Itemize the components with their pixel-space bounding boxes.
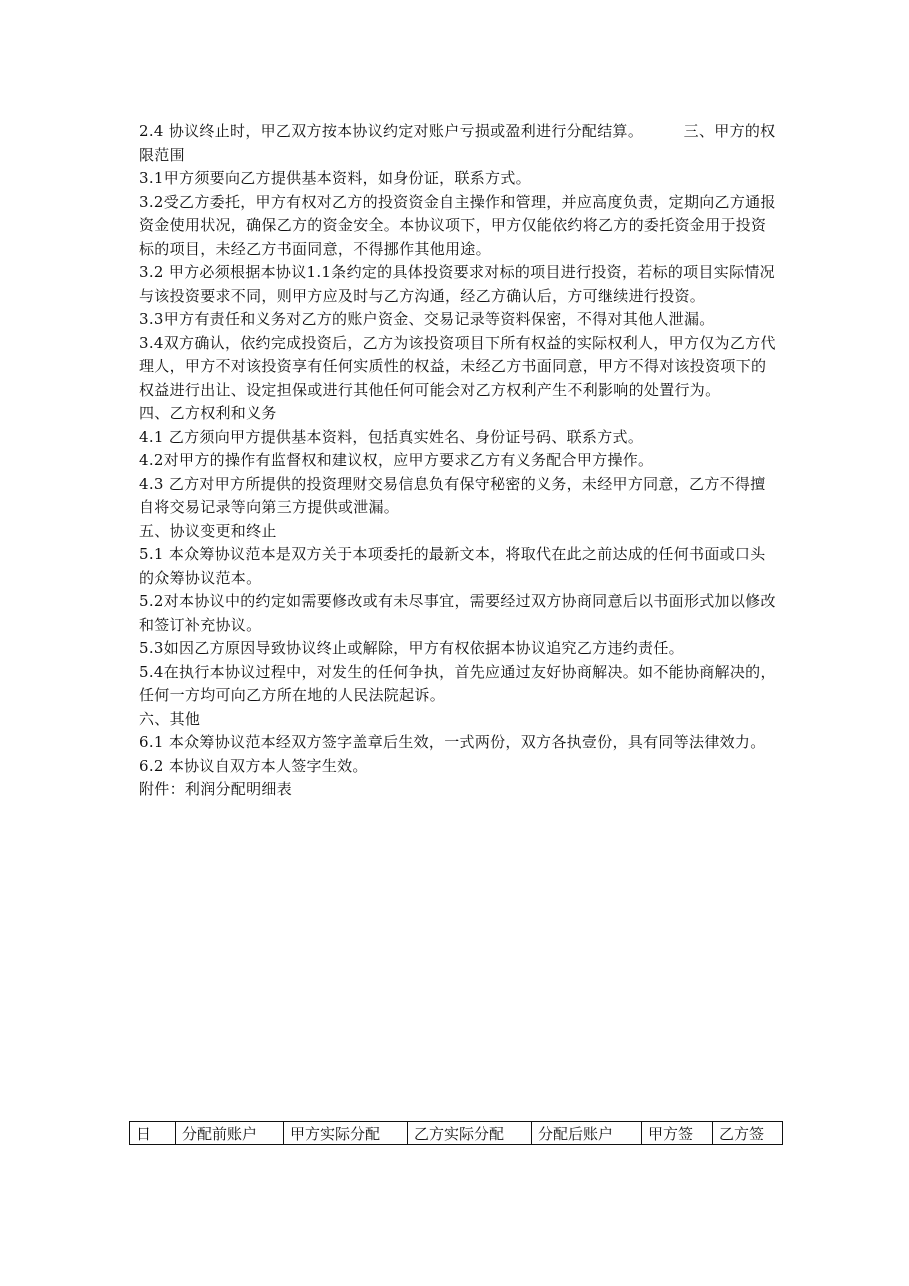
table-header-cell: 日 bbox=[130, 1122, 176, 1145]
agreement-body bbox=[139, 120, 779, 802]
clause-5-2: 5.2对本协议中的约定如需要修改或有未尽事宜，需要经过双方协商同意后以书面形式加以修改和签订补充协议。 bbox=[139, 592, 776, 634]
table-header-cell: 分配前账户 bbox=[176, 1122, 284, 1145]
table-header-row bbox=[130, 1122, 783, 1145]
clause-3-1: 3.1甲方须要向乙方提供基本资料，如身份证，联系方式。 bbox=[139, 169, 531, 187]
clause-5-3: 5.3如因乙方原因导致协议终止或解除，甲方有权依据本协议追究乙方违约责任。 bbox=[139, 639, 684, 657]
clause-4-3: 4.3 乙方对甲方所提供的投资理财交易信息负有保守秘密的义务，未经甲方同意，乙方不得擅自将交易记录等向第三方提供或泄漏。 bbox=[139, 474, 766, 516]
clause-5-4: 5.4在执行本协议过程中，对发生的任何争执，首先应通过友好协商解决。如不能协商解决的，任何一方均可向乙方所在地的人民法院起诉。 bbox=[139, 662, 776, 704]
clause-3-4: 3.4双方确认，依约完成投资后，乙方为该投资项目下所有权益的实际权利人，甲方仅为乙方代理人，甲方不对该投资享有任何实质性的权益，未经乙方书面同意，甲方不得对该投资项下的权益进行出让、设定担保或进行其他任何可能会对乙方权利产生不利影响的处置行为。 bbox=[139, 333, 776, 399]
section-heading-4: 四、乙方权利和义务 bbox=[139, 404, 277, 422]
clause-4-1: 4.1 乙方须向甲方提供基本资料，包括真实姓名、身份证号码、联系方式。 bbox=[139, 427, 644, 446]
section-heading-5: 五、协议变更和终止 bbox=[139, 521, 277, 540]
table-header-cell: 分配后账户 bbox=[532, 1122, 642, 1145]
clause-3-2-b: 3.2 甲方必须根据本协议1.1条约定的具体投资要求对标的项目进行投资，若标的项目实际情况与该投资要求不同，则甲方应及时与乙方沟通，经乙方确认后，方可继续进行投资。 bbox=[139, 263, 775, 305]
clause-3-3: 3.3甲方有责任和义务对乙方的账户资金、交易记录等资料保密，不得对其他人泄漏。 bbox=[139, 310, 715, 328]
clause-2-4: 2.4 协议终止时，甲乙双方按本协议约定对账户亏损或盈利进行分配结算。 三、甲方的权限范围 bbox=[139, 122, 776, 164]
table-header-cell: 乙方实际分配 bbox=[408, 1122, 532, 1145]
table-header-cell: 甲方实际分配 bbox=[284, 1122, 408, 1145]
attachment-label: 附件：利润分配明细表 bbox=[139, 780, 293, 798]
clause-3-2-a: 3.2受乙方委托，甲方有权对乙方的投资资金自主操作和管理，并应高度负责，定期向乙方通报资金使用状况，确保乙方的资金安全。本协议项下，甲方仅能依约将乙方的委托资金用于投资标的项目，未经乙方书面同意，不得挪作其他用途。 bbox=[139, 192, 776, 258]
table-header-cell: 乙方签 bbox=[713, 1122, 783, 1145]
clause-6-2: 6.2 本协议自双方本人签字生效。 bbox=[139, 756, 368, 775]
section-heading-6: 六、其他 bbox=[139, 709, 201, 728]
profit-distribution-table bbox=[129, 1121, 783, 1145]
clause-4-2: 4.2对甲方的操作有监督权和建议权，应甲方要求乙方有义务配合甲方操作。 bbox=[139, 451, 654, 469]
table-header-cell: 甲方签 bbox=[642, 1122, 713, 1145]
clause-6-1: 6.1 本众筹协议范本经双方签字盖章后生效，一式两份，双方各执壹份，具有同等法律效力。 bbox=[139, 733, 766, 751]
clause-5-1: 5.1 本众筹协议范本是双方关于本项委托的最新文本，将取代在此之前达成的任何书面或口头的众筹协议范本。 bbox=[139, 545, 766, 587]
